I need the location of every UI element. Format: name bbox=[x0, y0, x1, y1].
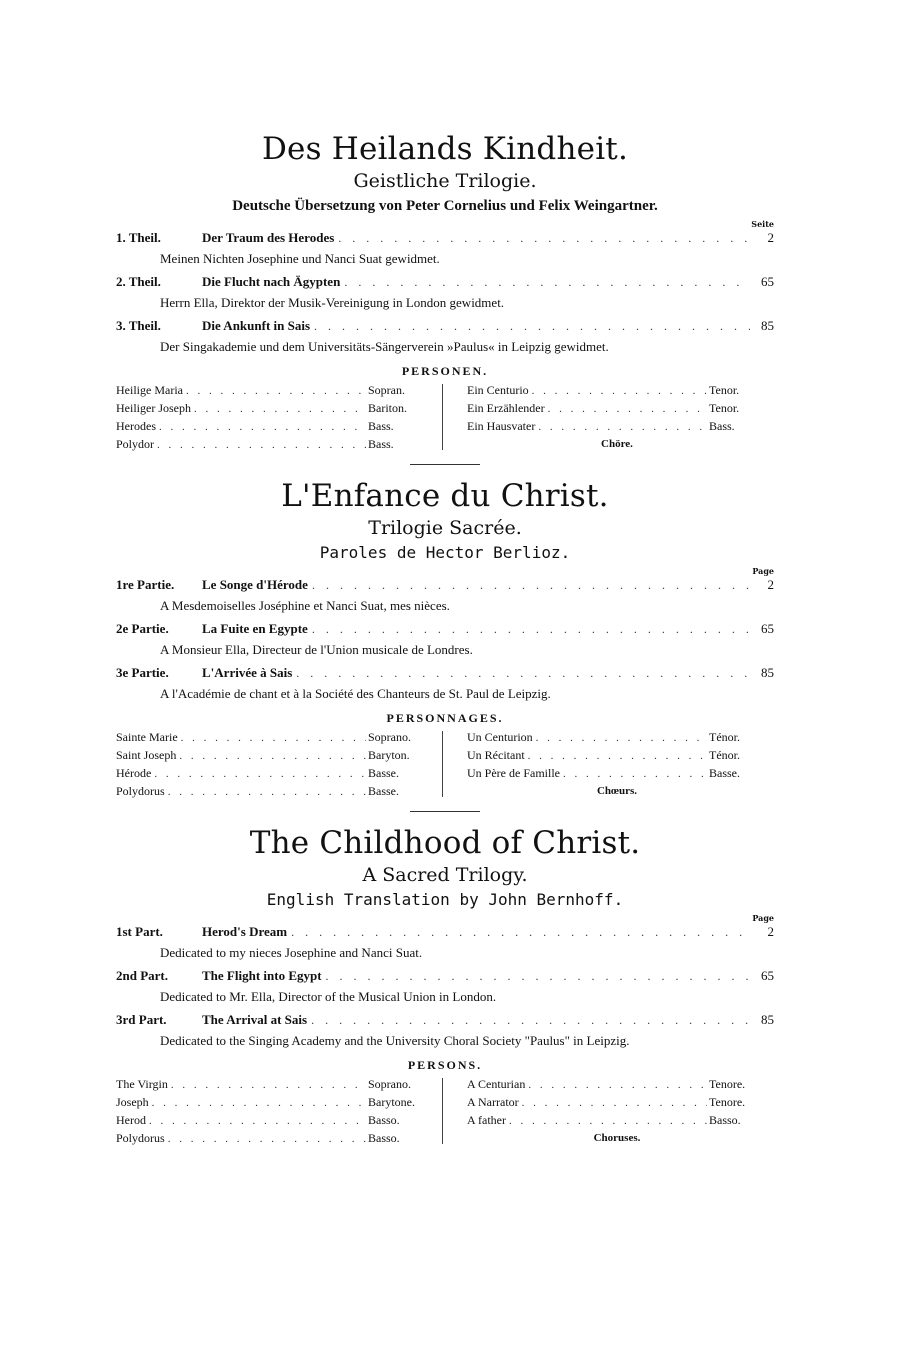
role-voice: Basse. bbox=[368, 784, 399, 798]
section-french bbox=[116, 477, 774, 801]
role-voice: Basse. bbox=[709, 766, 740, 780]
dedication: Herrn Ella, Direktor der Musik-Vereinigung in London gewidmet. bbox=[160, 295, 505, 310]
cast-column-right bbox=[467, 1076, 757, 1148]
part-title: The Flight into Egypt bbox=[202, 968, 322, 983]
role-row bbox=[116, 1112, 416, 1130]
role-row bbox=[467, 729, 757, 747]
role-name: Herod bbox=[116, 1113, 146, 1127]
role-name: Un Centurion bbox=[467, 730, 533, 744]
cast-list bbox=[116, 729, 774, 801]
part-title: Der Traum des Herodes bbox=[202, 230, 335, 245]
role-voice: Ténor. bbox=[709, 730, 740, 744]
role-name: Joseph bbox=[116, 1095, 149, 1109]
section-english bbox=[116, 824, 774, 1148]
part-number: 2e Partie. bbox=[116, 621, 169, 636]
role-row bbox=[116, 382, 416, 400]
leader-dots bbox=[528, 748, 707, 765]
leader-dots bbox=[168, 1131, 366, 1148]
part-entry bbox=[116, 316, 774, 358]
role-name: Polydorus bbox=[116, 784, 165, 798]
dedication: Dedicated to the Singing Academy and the University Choral Society "Paulus" in Leipzig. bbox=[160, 1033, 630, 1048]
leader-dots bbox=[296, 663, 750, 683]
column-divider bbox=[442, 1078, 443, 1144]
role-voice: Soprano. bbox=[368, 730, 411, 744]
leader-dots bbox=[159, 419, 366, 436]
part-number: 2. Theil. bbox=[116, 274, 161, 289]
part-title: La Fuite en Egypte bbox=[202, 621, 308, 636]
dedication: Der Singakademie und dem Universitäts-Sängerverein »Paulus« in Leipzig gewidmet. bbox=[160, 339, 609, 354]
role-row bbox=[467, 1076, 757, 1094]
translation-credit: Paroles de Hector Berlioz. bbox=[319, 543, 571, 562]
part-entry bbox=[116, 228, 774, 270]
role-voice: Tenor. bbox=[709, 401, 740, 415]
page-number: 65 bbox=[761, 968, 774, 983]
leader-dots bbox=[538, 419, 707, 436]
role-voice: Baryton. bbox=[368, 748, 410, 762]
role-voice: Tenore. bbox=[709, 1095, 746, 1109]
cast-column-left bbox=[116, 382, 416, 454]
roles-header: PERSONNAGES. bbox=[386, 711, 504, 725]
section-title: L'Enfance du Christ. bbox=[281, 478, 609, 514]
leader-dots bbox=[149, 1113, 366, 1130]
role-row bbox=[116, 436, 416, 454]
page-number: 85 bbox=[761, 665, 774, 680]
part-entry bbox=[116, 619, 774, 661]
role-voice: Bass. bbox=[368, 419, 394, 433]
leader-dots bbox=[179, 748, 366, 765]
dedication: A l'Académie de chant et à la Société des Chanteurs de St. Paul de Leipzig. bbox=[160, 686, 551, 701]
section-subtitle: Geistliche Trilogie. bbox=[353, 170, 537, 192]
role-name: Herodes bbox=[116, 419, 156, 433]
part-number: 3rd Part. bbox=[116, 1012, 167, 1027]
part-entry bbox=[116, 272, 774, 314]
section-title: Des Heilands Kindheit. bbox=[261, 131, 629, 167]
role-row bbox=[116, 783, 416, 801]
part-title: Herod's Dream bbox=[202, 924, 288, 939]
role-name: A Centurian bbox=[467, 1077, 526, 1091]
role-name: Saint Joseph bbox=[116, 748, 177, 762]
leader-dots bbox=[312, 575, 750, 595]
leader-dots bbox=[157, 437, 366, 454]
page-number: 2 bbox=[767, 230, 774, 245]
page-number: 85 bbox=[761, 1012, 774, 1027]
leader-dots bbox=[532, 383, 707, 400]
section-title: The Childhood of Christ. bbox=[249, 825, 641, 861]
page-column-header: Seite bbox=[751, 219, 774, 229]
role-row bbox=[467, 765, 757, 783]
page-number: 2 bbox=[767, 924, 774, 939]
role-row bbox=[467, 382, 757, 400]
role-row bbox=[116, 418, 416, 436]
part-title: Die Flucht nach Ägypten bbox=[202, 274, 341, 289]
part-entry bbox=[116, 966, 774, 1008]
cast-column-right bbox=[467, 729, 757, 801]
part-number: 1st Part. bbox=[116, 924, 163, 939]
leader-dots bbox=[326, 966, 750, 986]
section-german bbox=[116, 130, 774, 454]
section-separator bbox=[410, 811, 480, 812]
part-number: 1. Theil. bbox=[116, 230, 161, 245]
part-title: L'Arrivée à Sais bbox=[202, 665, 293, 680]
role-voice: Basse. bbox=[368, 766, 399, 780]
translation-credit: Deutsche Übersetzung von Peter Cornelius und Felix Weingartner. bbox=[232, 198, 658, 214]
cast-list bbox=[116, 1076, 774, 1148]
dedication: A Monsieur Ella, Directeur de l'Union musicale de Londres. bbox=[160, 642, 473, 657]
role-row bbox=[467, 747, 757, 765]
role-name: Ein Hausvater bbox=[467, 419, 536, 433]
leader-dots bbox=[528, 1077, 707, 1094]
role-row bbox=[116, 400, 416, 418]
dedication: Meinen Nichten Josephine und Nanci Suat gewidmet. bbox=[160, 251, 440, 266]
role-name: Sainte Marie bbox=[116, 730, 178, 744]
role-voice: Bariton. bbox=[368, 401, 407, 415]
leader-dots bbox=[168, 784, 366, 801]
role-name: Un Récitant bbox=[467, 748, 525, 762]
part-title: The Arrival at Sais bbox=[202, 1012, 308, 1027]
role-name: Ein Centurio bbox=[467, 383, 529, 397]
column-divider bbox=[442, 384, 443, 450]
part-entry bbox=[116, 663, 774, 705]
role-voice: Basso. bbox=[709, 1113, 741, 1127]
role-voice: Tenor. bbox=[709, 383, 740, 397]
page-number: 65 bbox=[761, 621, 774, 636]
page-number: 65 bbox=[761, 274, 774, 289]
leader-dots bbox=[291, 922, 750, 942]
roles-header: PERSONEN. bbox=[401, 364, 489, 378]
leader-dots bbox=[563, 766, 707, 783]
part-entry bbox=[116, 922, 774, 964]
role-voice: Ténor. bbox=[709, 748, 740, 762]
cast-column-left bbox=[116, 729, 416, 801]
leader-dots bbox=[186, 383, 366, 400]
role-voice: Basso. bbox=[368, 1131, 400, 1145]
role-name: A father bbox=[467, 1113, 506, 1127]
part-number: 1re Partie. bbox=[116, 577, 175, 592]
dedication: Dedicated to my nieces Josephine and Nanci Suat. bbox=[160, 945, 423, 960]
page-column-header: Page bbox=[752, 566, 774, 576]
role-voice: Soprano. bbox=[368, 1077, 411, 1091]
role-voice: Tenore. bbox=[709, 1077, 746, 1091]
role-row bbox=[116, 729, 416, 747]
leader-dots bbox=[522, 1095, 707, 1112]
role-name: The Virgin bbox=[116, 1077, 168, 1091]
part-entry bbox=[116, 1010, 774, 1052]
role-row bbox=[467, 418, 757, 436]
page-number: 85 bbox=[761, 318, 774, 333]
role-name: Hérode bbox=[116, 766, 152, 780]
leader-dots bbox=[314, 316, 750, 336]
leader-dots bbox=[152, 1095, 366, 1112]
chorus-label: Chœurs. bbox=[596, 785, 638, 797]
role-row bbox=[467, 1094, 757, 1112]
role-voice: Bass. bbox=[709, 419, 735, 433]
role-name: Polydorus bbox=[116, 1131, 165, 1145]
cast-column-left bbox=[116, 1076, 416, 1148]
role-name: A Narrator bbox=[467, 1095, 519, 1109]
section-separator bbox=[410, 464, 480, 465]
leader-dots bbox=[338, 228, 750, 248]
dedication: A Mesdemoiselles Joséphine et Nanci Suat, mes nièces. bbox=[160, 598, 450, 613]
role-row bbox=[467, 1112, 757, 1130]
page-number: 2 bbox=[767, 577, 774, 592]
dedication: Dedicated to Mr. Ella, Director of the Musical Union in London. bbox=[160, 989, 497, 1004]
chorus-label: Chöre. bbox=[601, 438, 633, 450]
role-voice: Barytone. bbox=[368, 1095, 415, 1109]
role-name: Ein Erzählender bbox=[467, 401, 545, 415]
leader-dots bbox=[509, 1113, 707, 1130]
role-voice: Sopran. bbox=[368, 383, 405, 397]
cast-list bbox=[116, 382, 774, 454]
role-name: Polydor bbox=[116, 437, 155, 451]
part-number: 3. Theil. bbox=[116, 318, 161, 333]
role-row bbox=[116, 1130, 416, 1148]
leader-dots bbox=[154, 766, 366, 783]
role-row bbox=[116, 747, 416, 765]
chorus-label: Choruses. bbox=[593, 1132, 641, 1144]
column-divider bbox=[442, 731, 443, 797]
leader-dots bbox=[181, 730, 366, 747]
part-number: 2nd Part. bbox=[116, 968, 168, 983]
leader-dots bbox=[344, 272, 750, 292]
role-voice: Bass. bbox=[368, 437, 394, 451]
cast-column-right bbox=[467, 382, 757, 454]
section-subtitle: Trilogie Sacrée. bbox=[368, 517, 522, 539]
role-row bbox=[116, 1076, 416, 1094]
title-page bbox=[116, 130, 774, 1148]
page-column-header: Page bbox=[752, 913, 774, 923]
part-number: 3e Partie. bbox=[116, 665, 169, 680]
leader-dots bbox=[311, 1010, 750, 1030]
leader-dots bbox=[312, 619, 750, 639]
translation-credit: English Translation by John Bernhoff. bbox=[266, 890, 624, 909]
part-title: Die Ankunft in Sais bbox=[202, 318, 311, 333]
section-subtitle: A Sacred Trilogy. bbox=[362, 864, 528, 886]
role-voice: Basso. bbox=[368, 1113, 400, 1127]
leader-dots bbox=[171, 1077, 366, 1094]
role-row bbox=[116, 1094, 416, 1112]
leader-dots bbox=[548, 401, 707, 418]
roles-header: PERSONS. bbox=[407, 1058, 483, 1072]
role-name: Heilige Maria bbox=[116, 383, 183, 397]
part-title: Le Songe d'Hérode bbox=[202, 577, 308, 592]
part-entry bbox=[116, 575, 774, 617]
role-name: Heiliger Joseph bbox=[116, 401, 191, 415]
leader-dots bbox=[536, 730, 707, 747]
role-row bbox=[116, 765, 416, 783]
leader-dots bbox=[194, 401, 366, 418]
role-row bbox=[467, 400, 757, 418]
role-name: Un Père de Famille bbox=[467, 766, 560, 780]
